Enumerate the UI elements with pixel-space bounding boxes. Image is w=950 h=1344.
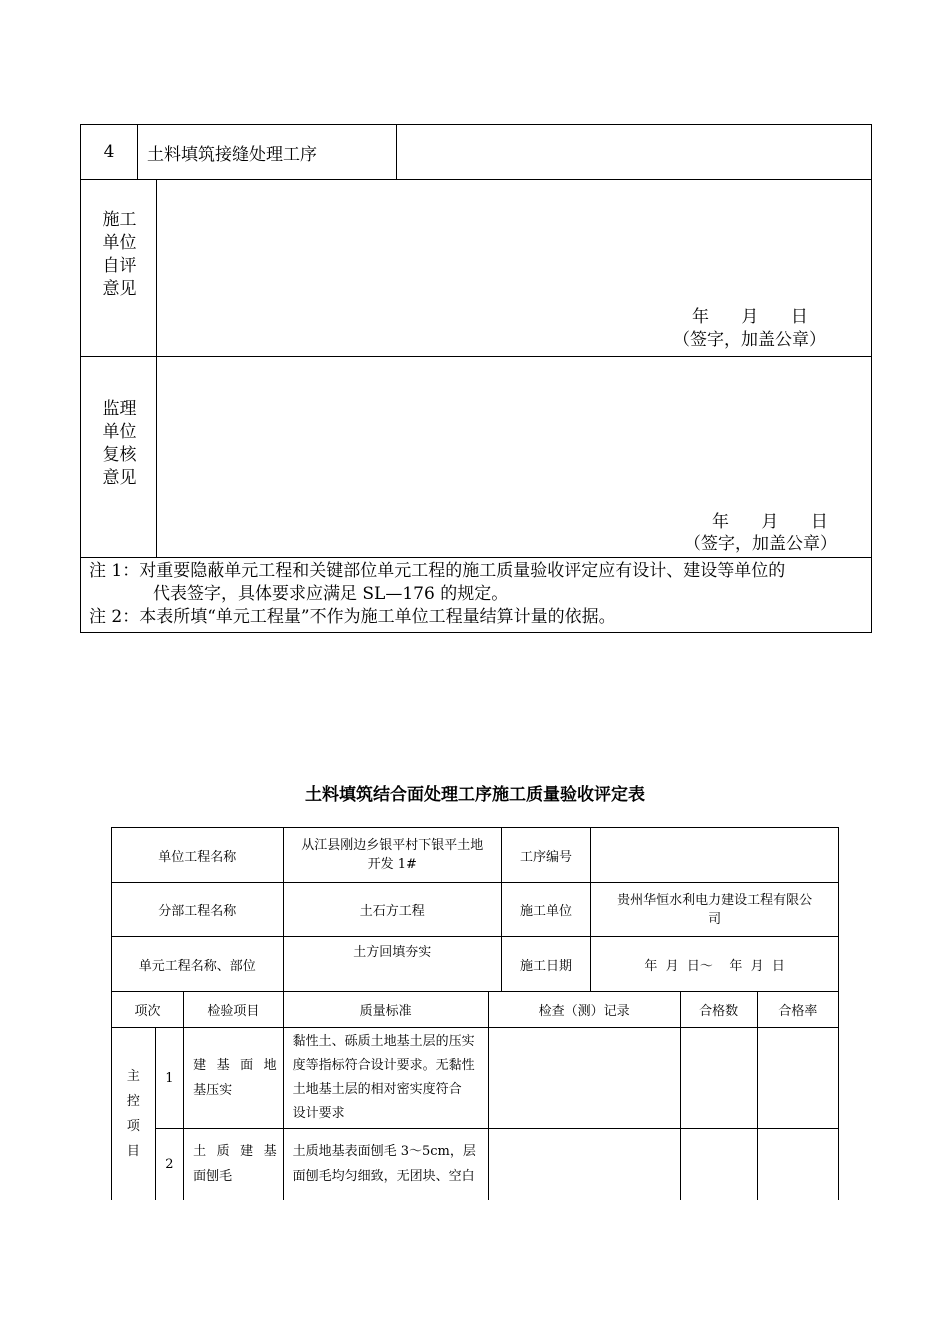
row-1-rate[interactable] [757, 1028, 838, 1129]
row-1-count[interactable] [680, 1028, 757, 1129]
row-2-standard: 土质地基表面刨毛 3～5cm，层 面刨毛均匀细致，无团块、空白 [283, 1129, 488, 1201]
supervisor-sign: （签字，加盖公章） [684, 534, 837, 554]
row-2-record[interactable] [488, 1129, 680, 1201]
row-1-item: 建基面地 基压实 [184, 1028, 284, 1129]
main-control-label: 主 控 项 目 [112, 1028, 156, 1201]
division-label: 分部工程名称 [112, 883, 284, 937]
note-2: 注 2：本表所填“单元工程量”不作为施工单位工程量结算计量的依据。 [89, 607, 616, 627]
date-value: 年 月 日～ 年 月 日 [591, 937, 839, 992]
row-2-number: 2 [155, 1129, 183, 1201]
contractor-opinion-label: 施工 单位 自评 意见 [81, 180, 157, 357]
row-1-record[interactable] [488, 1028, 680, 1129]
unit-project-value: 从江县刚边乡银平村下银平土地 开发 1# [283, 828, 501, 883]
contractor-date: 年 月 日 [692, 307, 808, 327]
header-item-order: 项次 [112, 992, 184, 1028]
process-name: 土料填筑接缝处理工序 [138, 125, 397, 180]
process-no-value[interactable] [591, 828, 839, 883]
page-title: 土料填筑结合面处理工序施工质量验收评定表 [305, 785, 645, 805]
approval-table [80, 124, 872, 633]
date-label: 施工日期 [501, 937, 590, 992]
note-1-line-1: 注 1：对重要隐蔽单元工程和关键部位单元工程的施工质量验收评定应有设计、建设等单位的 [89, 561, 786, 581]
contractor-value: 贵州华恒水利电力建设工程有限公 司 [591, 883, 839, 937]
unit-project-label: 单位工程名称 [112, 828, 284, 883]
notes [81, 558, 872, 633]
row-2-item: 土质建基 面刨毛 [184, 1129, 284, 1201]
row-1-number: 1 [155, 1028, 183, 1129]
row-1-standard: 黏性土、砾质土地基土层的压实 度等指标符合设计要求。无黏性 土地基土层的相对密实度符合 设计要求 [283, 1028, 488, 1129]
evaluation-table [111, 827, 839, 1200]
supervisor-opinion-label: 监理 单位 复核 意见 [81, 357, 157, 558]
row-2-rate[interactable] [757, 1129, 838, 1201]
division-value: 土石方工程 [283, 883, 501, 937]
contractor-sign: （签字，加盖公章） [673, 330, 826, 350]
process-no-label: 工序编号 [501, 828, 590, 883]
row-number: 4 [81, 125, 138, 180]
header-quality-standard: 质量标准 [283, 992, 488, 1028]
header-inspection-item: 检验项目 [184, 992, 284, 1028]
supervisor-opinion-field[interactable] [157, 357, 872, 558]
supervisor-date: 年 月 日 [712, 512, 828, 532]
contractor-label: 施工单位 [501, 883, 590, 937]
element-label: 单元工程名称、部位 [112, 937, 284, 992]
note-1-line-2: 代表签字，具体要求应满足 SL—176 的规定。 [153, 584, 509, 604]
process-value [397, 125, 872, 180]
header-record: 检查（测）记录 [488, 992, 680, 1028]
header-qualified-count: 合格数 [680, 992, 757, 1028]
element-value: 土方回填夯实 [283, 937, 501, 992]
header-qualified-rate: 合格率 [757, 992, 838, 1028]
contractor-opinion-field[interactable] [157, 180, 872, 357]
row-2-count[interactable] [680, 1129, 757, 1201]
